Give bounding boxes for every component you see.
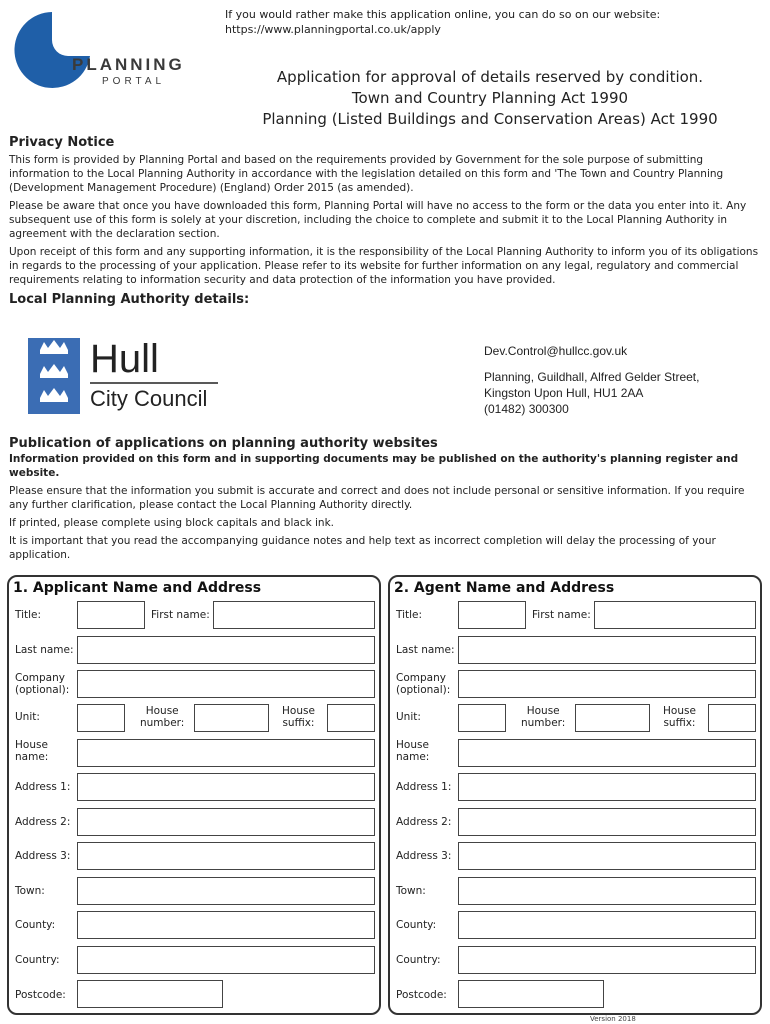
privacy-paragraph-2: Please be aware that once you have downloaded this form, Planning Portal will have no access to the form or the data you enter into it. Any subsequent use of this form is solely at your discretion, including the choice to complete and submit it to the Local Planning Authority in agreement with the declaration section. <box>9 200 747 240</box>
agent-title-field[interactable] <box>458 601 526 629</box>
address3-label: Address 3: <box>396 850 452 862</box>
agent-company-field[interactable] <box>458 670 756 698</box>
applicant-address2-field[interactable] <box>77 808 375 836</box>
applicant-house-suffix-field[interactable] <box>327 704 375 732</box>
privacy-paragraph-3: Upon receipt of this form and any supporting information, it is the responsibility of the Local Planning Authority to inform you of its obligations in regards to the processing of your application. Please refer to its website for further information on any legal, regulatory and commercial requirements relating to information security and data protection of the information you have provided. <box>9 246 759 286</box>
lpa-phone: (01482) 300300 <box>484 402 569 416</box>
lpa-heading: Local Planning Authority details: <box>9 292 250 307</box>
lpa-address-line2: Kingston Upon Hull, HU1 2AA <box>484 386 644 400</box>
applicant-panel <box>7 575 381 1015</box>
house-suffix-label: House suffix: <box>282 705 315 729</box>
lpa-contact-details <box>484 343 699 417</box>
address1-label: Address 1: <box>396 781 452 793</box>
house-name-label: House name: <box>15 739 49 763</box>
form-title-line2: Town and Country Planning Act 1990 <box>351 89 629 107</box>
online-note-link[interactable]: https://www.planningportal.co.uk/apply <box>225 23 441 36</box>
address2-label: Address 2: <box>396 816 452 828</box>
first-name-label: First name: <box>532 609 591 621</box>
form-title-line3: Planning (Listed Buildings and Conservation Areas) Act 1990 <box>262 110 718 128</box>
unit-label: Unit: <box>396 711 421 723</box>
privacy-heading: Privacy Notice <box>9 135 115 150</box>
agent-panel-title: 2. Agent Name and Address <box>394 580 615 596</box>
publication-section <box>9 435 761 566</box>
applicant-address3-field[interactable] <box>77 842 375 870</box>
county-label: County: <box>396 919 437 931</box>
unit-label: Unit: <box>15 711 40 723</box>
title-label: Title: <box>15 609 42 621</box>
planning-portal-logo <box>8 10 198 90</box>
title-label: Title: <box>396 609 423 621</box>
logo-text-planning: PLANNING <box>72 55 185 74</box>
agent-postcode-field[interactable] <box>458 980 604 1008</box>
publication-bold-note: Information provided on this form and in supporting documents may be published on the authority's planning register and website. <box>9 453 739 479</box>
house-name-label: House name: <box>396 739 430 763</box>
agent-unit-field[interactable] <box>458 704 506 732</box>
agent-house-number-field[interactable] <box>575 704 650 732</box>
county-label: County: <box>15 919 56 931</box>
agent-panel <box>388 575 762 1015</box>
postcode-label: Postcode: <box>15 989 66 1001</box>
address3-label: Address 3: <box>15 850 71 862</box>
agent-address3-field[interactable] <box>458 842 756 870</box>
agent-house-suffix-field[interactable] <box>708 704 756 732</box>
applicant-house-name-field[interactable] <box>77 739 375 767</box>
logo-text-portal: PORTAL <box>102 76 166 87</box>
applicant-town-field[interactable] <box>77 877 375 905</box>
publication-paragraph-3: It is important that you read the accompanying guidance notes and help text as incorrect completion will delay the processing of your application. <box>9 535 716 561</box>
agent-house-name-field[interactable] <box>458 739 756 767</box>
form-title-line1: Application for approval of details reserved by condition. <box>276 68 704 86</box>
company-label: Company (optional): <box>396 672 451 696</box>
applicant-title-field[interactable] <box>77 601 145 629</box>
applicant-last-name-field[interactable] <box>77 636 375 664</box>
agent-address2-field[interactable] <box>458 808 756 836</box>
address2-label: Address 2: <box>15 816 71 828</box>
planning-portal-logo-mark <box>8 10 98 90</box>
hull-logo-word: Hull <box>90 337 159 381</box>
country-label: Country: <box>396 954 441 966</box>
agent-last-name-field[interactable] <box>458 636 756 664</box>
applicant-unit-field[interactable] <box>77 704 125 732</box>
applicant-address1-field[interactable] <box>77 773 375 801</box>
applicant-postcode-field[interactable] <box>77 980 223 1008</box>
country-label: Country: <box>15 954 60 966</box>
agent-county-field[interactable] <box>458 911 756 939</box>
agent-town-field[interactable] <box>458 877 756 905</box>
form-title <box>230 67 750 130</box>
applicant-country-field[interactable] <box>77 946 375 974</box>
publication-paragraph-1: Please ensure that the information you submit is accurate and correct and does not include personal or sensitive information. If you require any further clarification, please contact the Local Planning Authority directly. <box>9 485 745 511</box>
applicant-first-name-field[interactable] <box>213 601 375 629</box>
agent-address1-field[interactable] <box>458 773 756 801</box>
hull-city-council-logo <box>18 332 233 420</box>
last-name-label: Last name: <box>15 644 74 656</box>
first-name-label: First name: <box>151 609 210 621</box>
last-name-label: Last name: <box>396 644 455 656</box>
address1-label: Address 1: <box>15 781 71 793</box>
lpa-address-line1: Planning, Guildhall, Alfred Gelder Street, <box>484 370 700 384</box>
postcode-label: Postcode: <box>396 989 447 1001</box>
company-label: Company (optional): <box>15 672 70 696</box>
house-number-label: House number: <box>140 705 185 729</box>
applicant-house-number-field[interactable] <box>194 704 269 732</box>
applicant-company-field[interactable] <box>77 670 375 698</box>
applicant-panel-title: 1. Applicant Name and Address <box>13 580 262 596</box>
house-suffix-label: House suffix: <box>663 705 696 729</box>
town-label: Town: <box>15 885 45 897</box>
publication-heading: Publication of applications on planning authority websites <box>9 436 438 451</box>
lpa-email[interactable]: Dev.Control@hullcc.gov.uk <box>484 344 628 358</box>
applicant-county-field[interactable] <box>77 911 375 939</box>
privacy-paragraph-1: This form is provided by Planning Portal and based on the requirements provided by Government for the sole purpose of submitting information to the Local Planning Authority in accordance with the legislation detailed on this form and 'The Town and Country Planning (Development Management Procedure) (England) Order 2015 (as amended). <box>9 154 724 194</box>
house-number-label: House number: <box>521 705 566 729</box>
publication-paragraph-2: If printed, please complete using block capitals and black ink. <box>9 517 334 529</box>
agent-first-name-field[interactable] <box>594 601 756 629</box>
town-label: Town: <box>396 885 426 897</box>
version-label: Version 2018 <box>590 1015 636 1023</box>
privacy-notice <box>9 134 761 308</box>
online-note-line1: If you would rather make this application online, you can do so on our website: <box>225 8 661 21</box>
online-application-note <box>225 7 660 37</box>
city-council-logo-word: City Council <box>90 386 208 411</box>
agent-country-field[interactable] <box>458 946 756 974</box>
